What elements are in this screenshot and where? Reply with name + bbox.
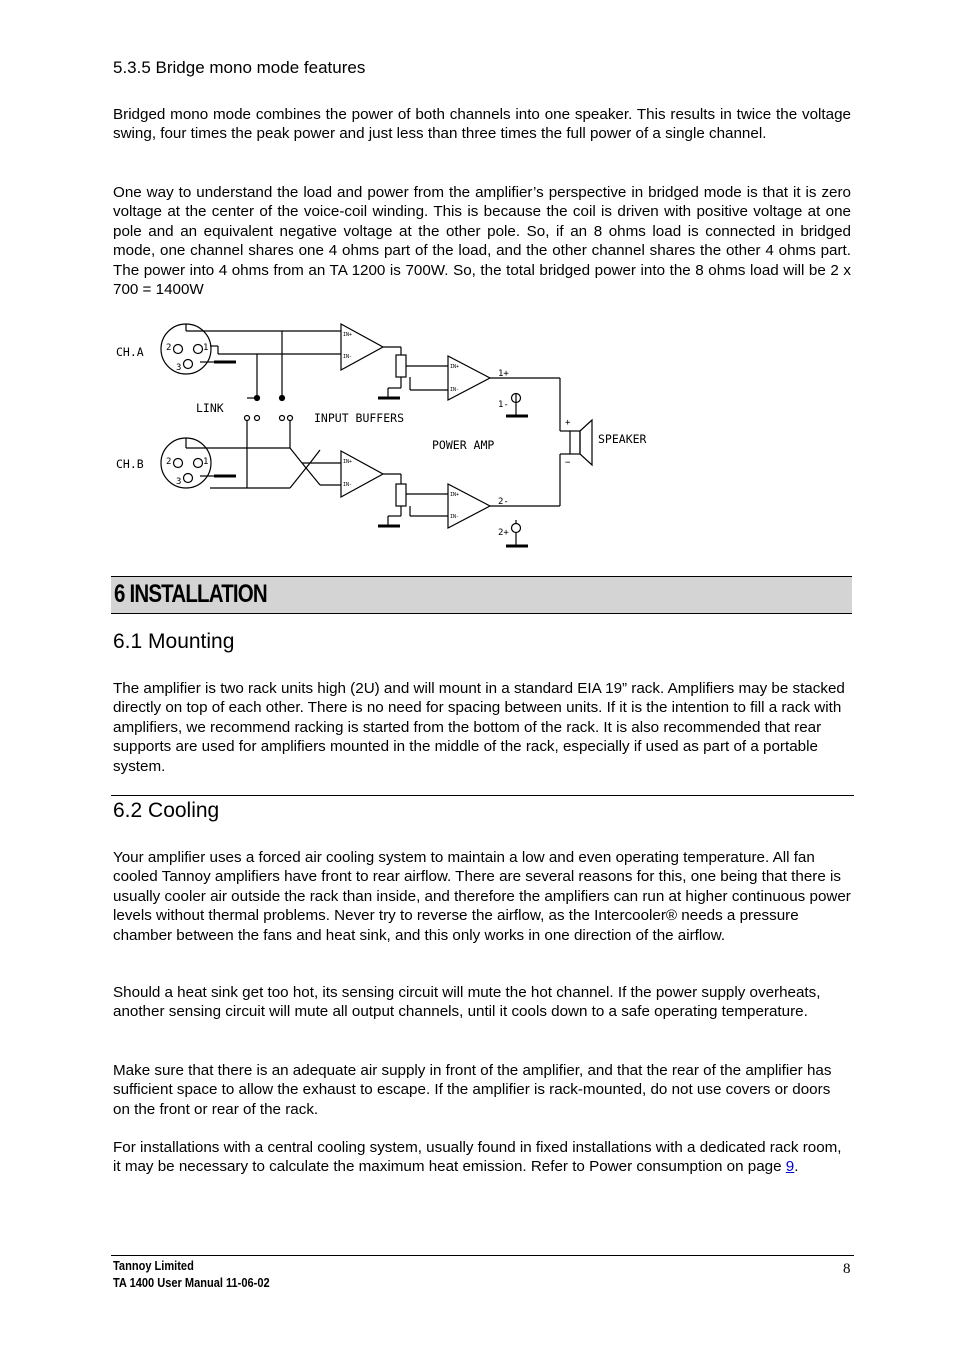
footer-rule xyxy=(111,1255,854,1256)
section-62-heading: 6.2 Cooling xyxy=(113,799,220,822)
section-divider xyxy=(111,795,854,796)
diagram-label-speaker-plus: + xyxy=(565,418,571,428)
diagram-label-speaker: SPEAKER xyxy=(598,432,647,446)
section-535-heading: 5.3.5 Bridge mono mode features xyxy=(113,58,366,77)
speaker-symbol xyxy=(570,431,580,454)
diagram-label-a-pin2: 2 xyxy=(166,343,172,353)
section-535-paragraph-1: Bridged mono mode combines the power of both channels into one speaker. This results in twice the voltage swing, four times the peak power and just less than three times the full power of a single channel. xyxy=(113,106,851,143)
diagram-label-input-buffers: INPUT BUFFERS xyxy=(314,411,405,425)
paragraph-4-end: . xyxy=(794,1158,799,1176)
section-62-paragraph-1: Your amplifier uses a forced air cooling system to maintain a low and even operating temperature. All fan cooled Tannoy amplifiers have front to rear airflow. There are several reasons for this, one being that there is usually cooler air outside the rack than inside, and therefore the amplifiers can run at higher continuous power levels without thermal problems. Never try to reverse the airflow, as the Intercooler® needs a pressure chamber between the fans and heat sink, and this only works in one direction of the airflow. xyxy=(113,849,851,944)
input-buffer-b xyxy=(341,451,383,497)
diagram-label-power-amp: POWER AMP xyxy=(432,438,495,452)
level-pot-a xyxy=(396,355,406,377)
section-62-paragraph-2: Should a heat sink get too hot, its sensing circuit will mute the hot channel. If the power supply overheats, another sensing circuit will mute all output channels, until it cools down to a safe operating temperature. xyxy=(113,984,821,1021)
diagram-label-a-pin3: 3 xyxy=(176,363,182,373)
page-number: 8 xyxy=(843,1261,851,1277)
section-6-heading-bar xyxy=(111,576,852,614)
diagram-label-out-2minus: 2- xyxy=(498,497,509,507)
section-62-paragraph-4 xyxy=(113,1138,851,1177)
diagram-label-out-1minus: 1- xyxy=(498,400,509,410)
power-amp-a xyxy=(448,356,490,400)
section-6-heading: 6 INSTALLATION xyxy=(114,580,267,608)
diagram-label-a-pin1: 1 xyxy=(203,343,209,353)
diagram-label-amp-a-in-minus: IN- xyxy=(450,387,460,393)
diagram-label-buf-b-in-minus: IN- xyxy=(343,482,353,488)
bridge-mono-diagram xyxy=(110,318,670,558)
diagram-label-out-1plus: 1+ xyxy=(498,369,509,379)
diagram-label-buf-a-in-minus: IN- xyxy=(343,354,353,360)
section-535-paragraph-2: One way to understand the load and power from the amplifier’s perspective in bridged mode is that it is zero voltage at the center of the voice-coil winding. This is because the coil is driven with positive voltage at one pole and an equivalent negative voltage at the other pole. So, if an 8 ohms load is connected in bridged mode, one channel shares one 4 ohms part of the load, and the other channel shares the other 4 ohms part. The power into 4 ohms from an TA 1200 is 700W. So, the total bridged power into the 8 ohms load will be 2 x 700 = 1400W xyxy=(113,184,851,299)
section-61-paragraph: The amplifier is two rack units high (2U) and will mount in a standard EIA 19” rack. Amplifiers may be stacked directly on top of each other. There is no need for spacing between units. If it is the intention to fill a rack with amplifiers, we recommend racking is started from the bottom of the rack. It is also recommended that rear supports are used for amplifiers mounted in the middle of the rack, especially if used as part of a portable system. xyxy=(113,680,845,775)
section-62-paragraph-3: Make sure that there is an adequate air supply in front of the amplifier, and that the rear of the amplifier has sufficient space to allow the exhaust to escape. If the amplifier is rack-mounted, do not use covers or doors on the front or rear of the rack. xyxy=(113,1062,832,1118)
diagram-label-link: LINK xyxy=(196,401,224,415)
diagram-label-b-pin3: 3 xyxy=(176,477,182,487)
diagram-label-out-2plus: 2+ xyxy=(498,528,509,538)
input-buffer-a xyxy=(341,324,383,370)
level-pot-b xyxy=(396,484,406,506)
diagram-label-amp-b-in-minus: IN- xyxy=(450,514,460,520)
diagram-label-b-pin2: 2 xyxy=(166,457,172,467)
diagram-label-ch-a: CH.A xyxy=(116,345,144,359)
footer-company: Tannoy Limited xyxy=(113,1258,194,1273)
section-61-heading: 6.1 Mounting xyxy=(113,630,235,653)
paragraph-4-text: For installations with a central cooling system, usually found in fixed installations with a dedicated rack room, it may be necessary to calculate the maximum heat emission. Refer to Power consumption on page xyxy=(113,1139,842,1176)
diagram-label-amp-a-in-plus: IN+ xyxy=(450,364,460,370)
diagram-label-buf-b-in-plus: IN+ xyxy=(343,459,353,465)
diagram-label-amp-b-in-plus: IN+ xyxy=(450,492,460,498)
power-amp-b xyxy=(448,484,490,528)
diagram-label-speaker-minus: − xyxy=(565,458,571,468)
footer-manual: TA 1400 User Manual 11-06-02 xyxy=(113,1275,270,1290)
diagram-label-buf-a-in-plus: IN+ xyxy=(343,332,353,338)
diagram-label-ch-b: CH.B xyxy=(116,457,144,471)
page-9-link[interactable]: 9 xyxy=(785,1158,795,1176)
diagram-label-b-pin1: 1 xyxy=(203,457,209,467)
